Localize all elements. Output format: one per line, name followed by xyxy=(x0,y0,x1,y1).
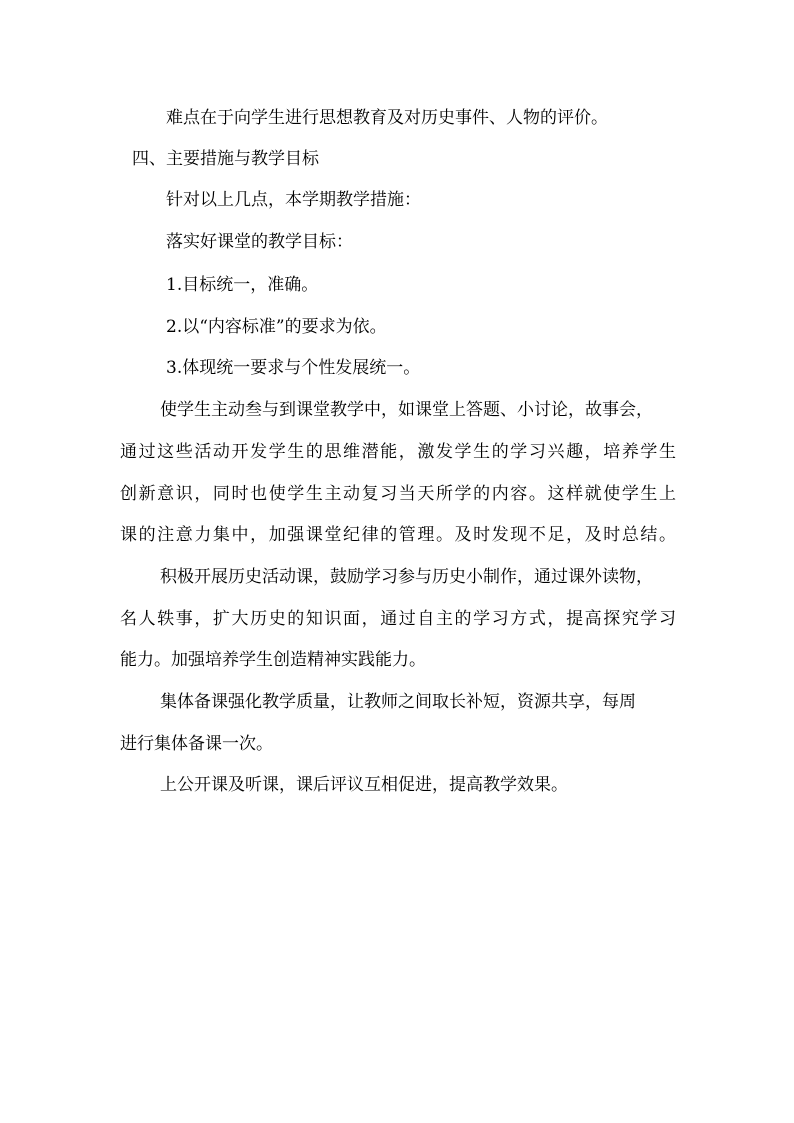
text-line: 课的注意力集中，加强课堂纪律的管理。及时发现不足，及时总结。 xyxy=(120,525,676,545)
section-heading: 四、主要措施与教学目标 xyxy=(132,149,319,169)
text-line: 创新意识，同时也使学生主动复习当天所学的内容。这样就使学生上 xyxy=(120,484,676,504)
list-item: 2.以“内容标准”的要求为依。 xyxy=(166,317,387,337)
text-line: 上公开课及听课，课后评议互相促进，提高教学效果。 xyxy=(160,775,568,795)
text-line: 集体备课强化教学质量，让教师之间取长补短，资源共享，每周 xyxy=(160,692,636,712)
text-line: 使学生主动叁与到课堂教学中，如课堂上答题、小讨论，故事会， xyxy=(160,400,653,420)
list-item: 1.目标统一，准确。 xyxy=(166,275,319,295)
text-line: 针对以上几点，本学期教学措施： xyxy=(166,190,421,210)
text-line: 能力。加强培养学生创造精神实践能力。 xyxy=(120,650,426,670)
text-line: 难点在于向学生进行思想教育及对历史事件、人物的评价。 xyxy=(166,108,608,128)
text-line: 积极开展历史活动课，鼓励学习参与历史小制作，通过课外读物， xyxy=(160,567,653,587)
list-item: 3.体现统一要求与个性发展统一。 xyxy=(166,358,421,378)
text-line: 通过这些活动开发学生的思维潜能，激发学生的学习兴趣，培养学生 xyxy=(120,442,676,462)
text-line: 名人轶事，扩大历史的知识面，通过自主的学习方式，提高探究学习 xyxy=(120,609,676,629)
text-line: 进行集体备课一次。 xyxy=(120,734,273,754)
text-line: 落实好课堂的教学目标： xyxy=(166,232,353,252)
